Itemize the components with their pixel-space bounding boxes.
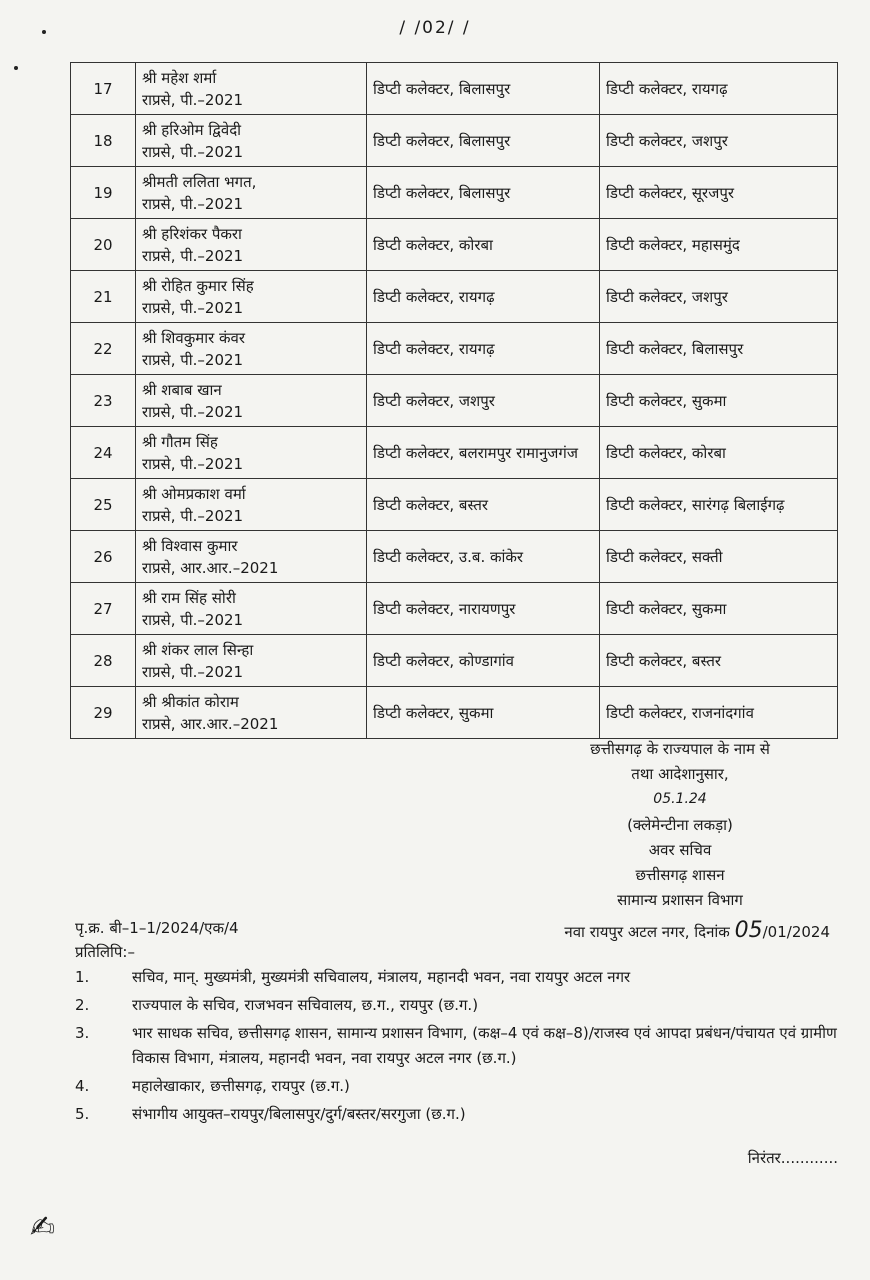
row-number: 28 (71, 635, 136, 687)
officer-service: राप्रसे, पी.–2021 (142, 246, 244, 265)
copy-number: 4. (75, 1077, 90, 1095)
date-rest: /01/2024 (762, 923, 830, 941)
table-row (71, 635, 838, 687)
current-posting: डिप्टी कलेक्टर, बिलासपुर (367, 63, 600, 115)
signature-line-2: तथा आदेशानुसार, (631, 765, 729, 783)
signatory-name: (क्लेमेन्टीना लकड़ा) (627, 816, 733, 834)
new-posting: डिप्टी कलेक्टर, सूरजपुर (600, 167, 838, 219)
officer-name: श्री श्रीकांत कोराम (142, 692, 239, 711)
officer-name: श्रीमती ललिता भगत, (142, 172, 257, 191)
row-number: 27 (71, 583, 136, 635)
officer-name: श्री महेश शर्मा (142, 68, 217, 87)
new-posting: डिप्टी कलेक्टर, कोरबा (600, 427, 838, 479)
initial-mark: ✍ (30, 1210, 56, 1245)
posting-table (70, 62, 838, 739)
row-number: 20 (71, 219, 136, 271)
table-row (71, 583, 838, 635)
officer-cell (136, 583, 367, 635)
officer-name: श्री शंकर लाल सिन्हा (142, 640, 254, 659)
table-row (71, 375, 838, 427)
issue-date (564, 918, 830, 943)
table-row (71, 427, 838, 479)
list-item (75, 993, 845, 1018)
current-posting: डिप्टी कलेक्टर, उ.ब. कांकेर (367, 531, 600, 583)
officer-name: श्री शबाब खान (142, 380, 222, 399)
officer-cell (136, 375, 367, 427)
date-day: 05 (734, 918, 763, 943)
row-number: 25 (71, 479, 136, 531)
list-item (75, 965, 845, 990)
officer-cell (136, 271, 367, 323)
current-posting: डिप्टी कलेक्टर, नारायणपुर (367, 583, 600, 635)
officer-service: राप्रसे, पी.–2021 (142, 298, 244, 317)
officer-name: श्री रोहित कुमार सिंह (142, 276, 254, 295)
table-row (71, 115, 838, 167)
current-posting: डिप्टी कलेक्टर, सुकमा (367, 687, 600, 739)
current-posting: डिप्टी कलेक्टर, बलरामपुर रामानुजगंज (367, 427, 600, 479)
new-posting: डिप्टी कलेक्टर, सुकमा (600, 375, 838, 427)
new-posting: डिप्टी कलेक्टर, सुकमा (600, 583, 838, 635)
officer-service: राप्रसे, पी.–2021 (142, 402, 244, 421)
officer-name: श्री हरिशंकर पैकरा (142, 224, 242, 243)
officer-service: राप्रसे, पी.–2021 (142, 90, 244, 109)
officer-cell (136, 219, 367, 271)
current-posting: डिप्टी कलेक्टर, बिलासपुर (367, 115, 600, 167)
copy-recipient: सचिव, मान्. मुख्यमंत्री, मुख्यमंत्री सचिवालय, मंत्रालय, महानदी भवन, नवा रायपुर अटल नगर (132, 968, 631, 986)
row-number: 29 (71, 687, 136, 739)
date-prefix: नवा रायपुर अटल नगर, दिनांक (564, 923, 730, 941)
officer-cell (136, 115, 367, 167)
officer-cell (136, 687, 367, 739)
row-number: 23 (71, 375, 136, 427)
officer-cell (136, 63, 367, 115)
officer-cell (136, 635, 367, 687)
signatory-department: सामान्य प्रशासन विभाग (617, 891, 743, 909)
table-row (71, 63, 838, 115)
continued-marker: निरंतर............ (747, 1149, 838, 1167)
table-row (71, 531, 838, 583)
new-posting: डिप्टी कलेक्टर, जशपुर (600, 271, 838, 323)
copy-number: 3. (75, 1024, 90, 1042)
officer-service: राप्रसे, पी.–2021 (142, 194, 244, 213)
row-number: 21 (71, 271, 136, 323)
signature-line-1: छत्तीसगढ़ के राज्यपाल के नाम से (590, 740, 770, 758)
table-row (71, 271, 838, 323)
new-posting: डिप्टी कलेक्टर, महासमुंद (600, 219, 838, 271)
copy-recipient: संभागीय आयुक्त–रायपुर/बिलासपुर/दुर्ग/बस्तर/सरगुजा (छ.ग.) (132, 1105, 466, 1123)
officer-service: राप्रसे, पी.–2021 (142, 454, 244, 473)
current-posting: डिप्टी कलेक्टर, बस्तर (367, 479, 600, 531)
row-number: 26 (71, 531, 136, 583)
new-posting: डिप्टी कलेक्टर, राजनांदगांव (600, 687, 838, 739)
copy-number: 1. (75, 968, 90, 986)
row-number: 18 (71, 115, 136, 167)
page-number: / /02/ / (399, 18, 471, 38)
copy-recipient: महालेखाकार, छत्तीसगढ़, रायपुर (छ.ग.) (132, 1077, 350, 1095)
new-posting: डिप्टी कलेक्टर, रायगढ़ (600, 63, 838, 115)
table-row (71, 479, 838, 531)
copy-number: 5. (75, 1105, 90, 1123)
current-posting: डिप्टी कलेक्टर, कोरबा (367, 219, 600, 271)
current-posting: डिप्टी कलेक्टर, जशपुर (367, 375, 600, 427)
officer-service: राप्रसे, आर.आर.–2021 (142, 714, 279, 733)
officer-service: राप्रसे, पी.–2021 (142, 610, 244, 629)
current-posting: डिप्टी कलेक्टर, बिलासपुर (367, 167, 600, 219)
new-posting: डिप्टी कलेक्टर, सारंगढ़ बिलाईगढ़ (600, 479, 838, 531)
copy-number: 2. (75, 996, 90, 1014)
row-number: 22 (71, 323, 136, 375)
new-posting: डिप्टी कलेक्टर, सक्ती (600, 531, 838, 583)
signatory-designation: अवर सचिव (648, 841, 712, 859)
signatory-government: छत्तीसगढ़ शासन (635, 866, 725, 884)
copy-list (75, 965, 845, 1130)
copy-recipient: राज्यपाल के सचिव, राजभवन सचिवालय, छ.ग., रायपुर (छ.ग.) (132, 996, 479, 1014)
new-posting: डिप्टी कलेक्टर, जशपुर (600, 115, 838, 167)
officer-service: राप्रसे, पी.–2021 (142, 662, 244, 681)
table-row (71, 323, 838, 375)
handwritten-date: 05.1.24 (653, 791, 707, 807)
officer-cell (136, 167, 367, 219)
officer-service: राप्रसे, पी.–2021 (142, 142, 244, 161)
row-number: 19 (71, 167, 136, 219)
table-row (71, 167, 838, 219)
row-number: 24 (71, 427, 136, 479)
new-posting: डिप्टी कलेक्टर, बस्तर (600, 635, 838, 687)
officer-cell (136, 531, 367, 583)
officer-cell (136, 323, 367, 375)
officer-name: श्री शिवकुमार कंवर (142, 328, 245, 347)
copy-recipient: भार साधक सचिव, छत्तीसगढ़ शासन, सामान्य प्रशासन विभाग, (कक्ष–4 एवं कक्ष–8)/राजस्व एवं आपदा प्रबंधन/पंचायत एवं ग्रामीण विकास विभाग, मंत्रालय, महानदी भवन, नवा रायपुर अटल नगर (छ.ग.) (132, 1024, 837, 1067)
officer-cell (136, 479, 367, 531)
current-posting: डिप्टी कलेक्टर, रायगढ़ (367, 271, 600, 323)
list-item (75, 1074, 845, 1099)
officer-service: राप्रसे, पी.–2021 (142, 350, 244, 369)
officer-name: श्री गौतम सिंह (142, 432, 218, 451)
officer-name: श्री विश्वास कुमार (142, 536, 238, 555)
officer-name: श्री राम सिंह सोरी (142, 588, 236, 607)
list-item (75, 1102, 845, 1127)
table-row (71, 687, 838, 739)
reference-number: पृ.क्र. बी–1–1/2024/एक/4 (75, 919, 239, 937)
current-posting: डिप्टी कलेक्टर, रायगढ़ (367, 323, 600, 375)
table-row (71, 219, 838, 271)
row-number: 17 (71, 63, 136, 115)
officer-cell (136, 427, 367, 479)
officer-name: श्री ओमप्रकाश वर्मा (142, 484, 246, 503)
list-item (75, 1021, 845, 1071)
officer-service: राप्रसे, आर.आर.–2021 (142, 558, 279, 577)
new-posting: डिप्टी कलेक्टर, बिलासपुर (600, 323, 838, 375)
current-posting: डिप्टी कलेक्टर, कोण्डागांव (367, 635, 600, 687)
signature-block (520, 737, 840, 913)
copy-label: प्रतिलिपि:– (75, 943, 135, 961)
officer-service: राप्रसे, पी.–2021 (142, 506, 244, 525)
officer-name: श्री हरिओम द्विवेदी (142, 120, 242, 139)
